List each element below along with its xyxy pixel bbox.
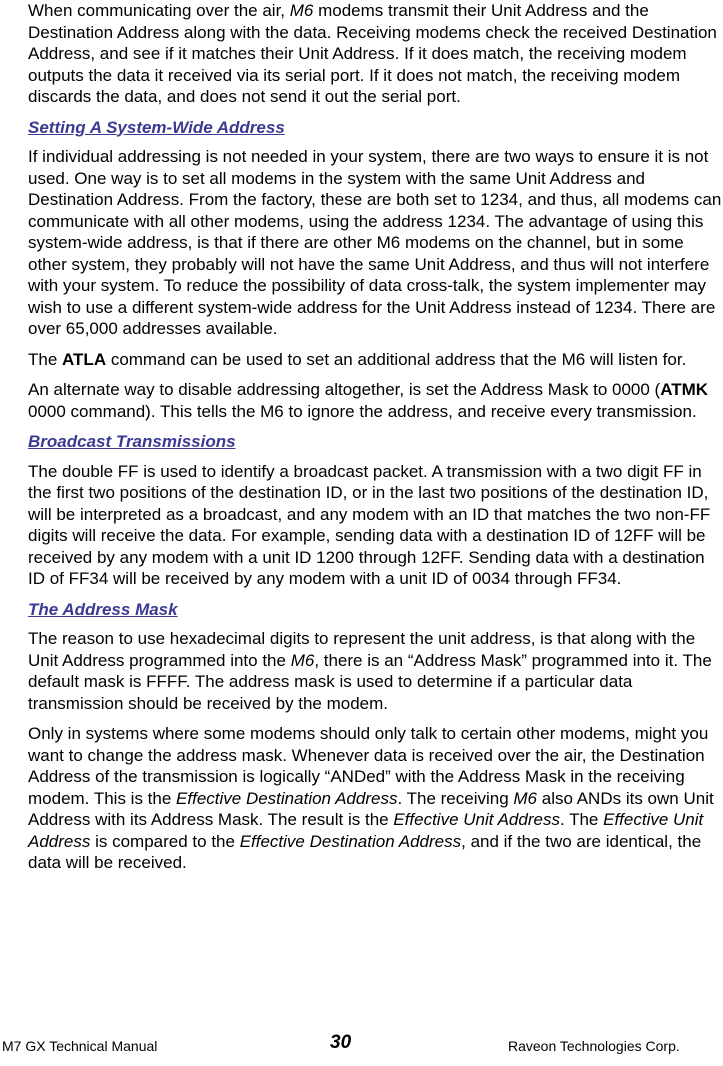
text-run: modems transmit their Unit Address and the Destination Address along with the data. Receiving modems check the received Destination Address, and see if it matches their Unit Address. If it does match, the receiving modem outputs the data it received via its serial port. If it does not match, the receiving modem discards the data, and does not send it out the serial port. <box>28 1 717 106</box>
text-run: is compared to the <box>90 831 240 851</box>
paragraph-system-wide-address: If individual addressing is not needed in your system, there are two ways to ensure it is not used. One way is to set all modems in the system with the same Unit Address and Destination Address. From the factory, these are both set to 1234, and thus, all modems can communicate with all other modems, using the address 1234. The advantage of using this system-wide address, is that if there are other M6 modems on the channel, but in some other system, they probably will not have the same Unit Address, and thus will not interfere with your system. To reduce the possibility of data cross-talk, the system implementer may wish to use a different system-wide address for the Unit Address instead of 1234. There are over 65,000 addresses available. <box>28 147 722 338</box>
text-run: , and if the two are identical, the data will be received. <box>28 831 702 872</box>
text-run: , there is an “Address Mask” programmed into it. The default mask is FFFF. The address mask is used to determine if a particular data transmission should be received by the modem. <box>28 650 712 713</box>
text-run-italic: Effective Unit Address <box>28 810 704 851</box>
text-run: . The <box>559 810 604 829</box>
text-run: The <box>28 349 63 369</box>
paragraph-atla-command <box>28 349 722 371</box>
text-run-italic: Effective Destination Address <box>239 831 462 851</box>
text-run-italic: Effective Unit Address <box>393 810 560 829</box>
text-run: also ANDs its own Unit Address with its Address Mask. The result is the <box>28 788 714 829</box>
text-run-bold: ATMK <box>660 380 709 399</box>
text-run: When communicating over the air, <box>28 1 290 20</box>
text-run: command can be used to set an additional address that the M6 will listen for. <box>106 349 687 369</box>
paragraph-broadcast: The double FF is used to identify a broadcast packet. A transmission with a two digit FF in the first two positions of the destination ID, or in the last two positions of the destination ID, will be interpreted as a broadcast, and any modem with an ID that matches the two non-FF digits will receive the data. For example, sending data with a destination ID of 12FF will be received by any modem with a unit ID 1200 through 12FF. Sending data with a destination ID of FF34 will be received by any modem with a unit ID of 0034 through FF34. <box>28 461 711 588</box>
section-heading-system-wide-address: Setting A System-Wide Address <box>28 117 285 137</box>
section-heading-address-mask: The Address Mask <box>28 599 178 619</box>
text-run-italic: M6 <box>513 788 538 808</box>
text-run-bold: ATLA <box>62 349 107 369</box>
paragraph-address-mask-logic <box>28 723 722 874</box>
page-footer <box>0 1032 723 1060</box>
text-run: Only in systems where some modems should only talk to certain other modems, might you want to change the address mask. Whenever data is received over the air, the Destination Address of the transmission is logically “ANDed” with the Address Mask in the receiving modem. This is the <box>28 724 709 808</box>
text-run: 0000 command). This tells the M6 to ignore the address, and receive every transmission. <box>28 401 697 421</box>
section-heading-broadcast: Broadcast Transmissions <box>28 432 236 451</box>
paragraph-addressing-intro <box>28 0 722 108</box>
text-run: An alternate way to disable addressing altogether, is set the Address Mask to 0000 ( <box>28 380 661 399</box>
footer-page-number: 30 <box>330 1032 352 1053</box>
text-run-italic: M6 <box>289 1 314 20</box>
footer-company: Raveon Technologies Corp. <box>508 1038 680 1054</box>
text-run: The reason to use hexadecimal digits to represent the unit address, is that along with the Unit Address programmed into the <box>28 629 696 670</box>
text-run-italic: Effective Destination Address <box>176 788 398 808</box>
paragraph-address-mask-reason <box>28 628 722 714</box>
text-run-italic: M6 <box>290 650 315 670</box>
document-body <box>28 0 722 883</box>
footer-manual-title: M7 GX Technical Manual <box>2 1038 158 1054</box>
text-run: . The receiving <box>397 788 514 808</box>
paragraph-address-mask-disable <box>28 379 722 422</box>
